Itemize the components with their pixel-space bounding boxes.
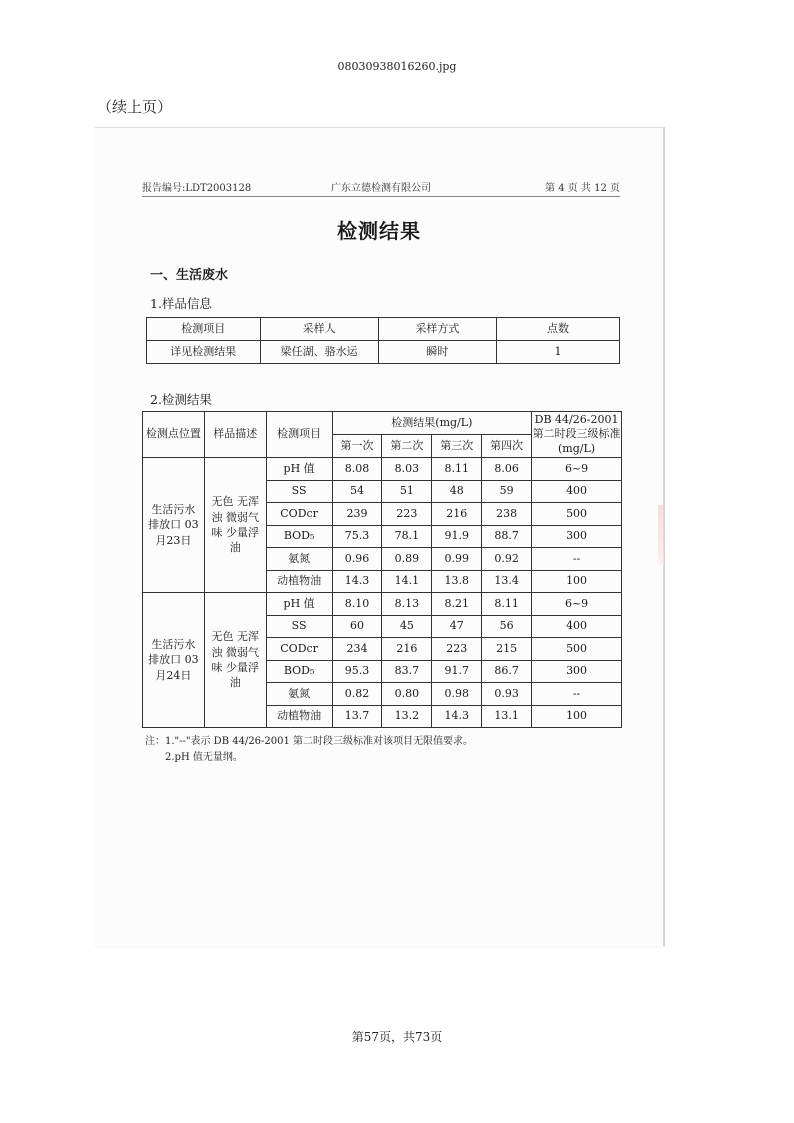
results-table bbox=[142, 411, 622, 728]
value-cell: 13.8 bbox=[432, 570, 482, 593]
scanned-page bbox=[95, 127, 665, 946]
item-cell: pH 值 bbox=[266, 458, 332, 481]
value-cell: 0.89 bbox=[382, 548, 432, 571]
table-row bbox=[143, 458, 622, 481]
value-cell: 91.9 bbox=[432, 525, 482, 548]
sample-info-heading: 1.样品信息 bbox=[150, 296, 212, 311]
item-cell: 氨氮 bbox=[266, 683, 332, 706]
page-footer: 第57页，共73页 bbox=[351, 1030, 443, 1044]
value-cell: 0.98 bbox=[432, 683, 482, 706]
value-cell: 54 bbox=[332, 480, 382, 503]
result-header: 检测结果(mg/L) bbox=[332, 412, 532, 435]
standard-cell: 500 bbox=[532, 638, 622, 661]
value-cell: 95.3 bbox=[332, 660, 382, 683]
item-header: 检测项目 bbox=[266, 412, 332, 458]
sample-header-cell: 采样方式 bbox=[378, 318, 496, 341]
value-cell: 91.7 bbox=[432, 660, 482, 683]
point-header: 检测点位置 bbox=[143, 412, 205, 458]
value-cell: 75.3 bbox=[332, 525, 382, 548]
report-header bbox=[142, 179, 620, 197]
report-number: 报告编号:LDT2003128 bbox=[142, 183, 252, 194]
value-cell: 14.3 bbox=[332, 570, 382, 593]
value-cell: 234 bbox=[332, 638, 382, 661]
value-cell: 88.7 bbox=[482, 525, 532, 548]
value-cell: 13.2 bbox=[382, 705, 432, 728]
standard-cell: 6~9 bbox=[532, 593, 622, 616]
standard-cell: -- bbox=[532, 548, 622, 571]
value-cell: 8.10 bbox=[332, 593, 382, 616]
value-cell: 0.92 bbox=[482, 548, 532, 571]
value-cell: 8.08 bbox=[332, 458, 382, 481]
run-header: 第二次 bbox=[382, 435, 432, 458]
value-cell: 13.7 bbox=[332, 705, 382, 728]
sample-cell: 详见检测结果 bbox=[147, 341, 261, 364]
value-cell: 8.13 bbox=[382, 593, 432, 616]
value-cell: 223 bbox=[432, 638, 482, 661]
report-page-info: 第 4 页 共 12 页 bbox=[545, 183, 620, 194]
value-cell: 47 bbox=[432, 615, 482, 638]
note-2: 2.pH 值无量纲。 bbox=[165, 752, 243, 763]
point-cell: 生活污水排放口 03月23日 bbox=[143, 458, 205, 593]
desc-header: 样品描述 bbox=[204, 412, 266, 458]
standard-cell: 500 bbox=[532, 503, 622, 526]
value-cell: 78.1 bbox=[382, 525, 432, 548]
run-header: 第一次 bbox=[332, 435, 382, 458]
value-cell: 8.11 bbox=[482, 593, 532, 616]
notes bbox=[145, 734, 473, 766]
item-cell: CODcr bbox=[266, 638, 332, 661]
standard-cell: 100 bbox=[532, 705, 622, 728]
standard-cell: 6~9 bbox=[532, 458, 622, 481]
value-cell: 223 bbox=[382, 503, 432, 526]
value-cell: 13.1 bbox=[482, 705, 532, 728]
results-heading: 2.检测结果 bbox=[150, 392, 212, 407]
sample-cell: 瞬时 bbox=[378, 341, 496, 364]
standard-cell: 100 bbox=[532, 570, 622, 593]
table-header-row bbox=[143, 412, 622, 435]
standard-header: DB 44/26-2001 第二时段三级标准(mg/L) bbox=[532, 412, 622, 458]
point-cell: 生活污水排放口 03月24日 bbox=[143, 593, 205, 728]
value-cell: 0.96 bbox=[332, 548, 382, 571]
value-cell: 8.06 bbox=[482, 458, 532, 481]
standard-cell: 300 bbox=[532, 660, 622, 683]
table-row bbox=[147, 318, 620, 341]
run-header: 第四次 bbox=[482, 435, 532, 458]
value-cell: 56 bbox=[482, 615, 532, 638]
table-row bbox=[147, 341, 620, 364]
value-cell: 60 bbox=[332, 615, 382, 638]
sample-header-cell: 采样人 bbox=[260, 318, 378, 341]
standard-cell: 400 bbox=[532, 615, 622, 638]
standard-cell: -- bbox=[532, 683, 622, 706]
value-cell: 0.93 bbox=[482, 683, 532, 706]
item-cell: BOD₅ bbox=[266, 525, 332, 548]
value-cell: 0.82 bbox=[332, 683, 382, 706]
item-cell: pH 值 bbox=[266, 593, 332, 616]
value-cell: 8.03 bbox=[382, 458, 432, 481]
standard-cell: 400 bbox=[532, 480, 622, 503]
value-cell: 238 bbox=[482, 503, 532, 526]
report-title: 检测结果 bbox=[337, 219, 421, 243]
desc-cell: 无色 无浑浊 微弱气味 少量浮油 bbox=[204, 593, 266, 728]
item-cell: 动植物油 bbox=[266, 705, 332, 728]
sample-info-table bbox=[146, 317, 620, 364]
value-cell: 86.7 bbox=[482, 660, 532, 683]
continued-label: （续上页） bbox=[97, 98, 173, 116]
item-cell: 氨氮 bbox=[266, 548, 332, 571]
value-cell: 51 bbox=[382, 480, 432, 503]
value-cell: 0.99 bbox=[432, 548, 482, 571]
value-cell: 216 bbox=[382, 638, 432, 661]
value-cell: 13.4 bbox=[482, 570, 532, 593]
sample-cell: 梁任湖、骆水运 bbox=[260, 341, 378, 364]
item-cell: CODcr bbox=[266, 503, 332, 526]
value-cell: 215 bbox=[482, 638, 532, 661]
item-cell: BOD₅ bbox=[266, 660, 332, 683]
value-cell: 48 bbox=[432, 480, 482, 503]
value-cell: 216 bbox=[432, 503, 482, 526]
value-cell: 0.80 bbox=[382, 683, 432, 706]
company-name: 广东立德检测有限公司 bbox=[331, 183, 431, 194]
standard-cell: 300 bbox=[532, 525, 622, 548]
value-cell: 239 bbox=[332, 503, 382, 526]
value-cell: 8.11 bbox=[432, 458, 482, 481]
section-heading: 一、生活废水 bbox=[150, 268, 229, 283]
value-cell: 14.3 bbox=[432, 705, 482, 728]
seal-edge-mark bbox=[658, 505, 664, 565]
value-cell: 14.1 bbox=[382, 570, 432, 593]
item-cell: SS bbox=[266, 615, 332, 638]
sample-header-cell: 检测项目 bbox=[147, 318, 261, 341]
sample-header-cell: 点数 bbox=[497, 318, 620, 341]
value-cell: 8.21 bbox=[432, 593, 482, 616]
note-1: 注：1."--"表示 DB 44/26-2001 第二时段三级标准对该项目无限值要求。 bbox=[145, 736, 474, 747]
table-row bbox=[143, 593, 622, 616]
item-cell: SS bbox=[266, 480, 332, 503]
value-cell: 83.7 bbox=[382, 660, 432, 683]
value-cell: 45 bbox=[382, 615, 432, 638]
value-cell: 59 bbox=[482, 480, 532, 503]
run-header: 第三次 bbox=[432, 435, 482, 458]
sample-cell: 1 bbox=[497, 341, 620, 364]
desc-cell: 无色 无浑浊 微弱气味 少量浮油 bbox=[204, 458, 266, 593]
item-cell: 动植物油 bbox=[266, 570, 332, 593]
file-name: 08030938016260.jpg bbox=[337, 60, 457, 73]
